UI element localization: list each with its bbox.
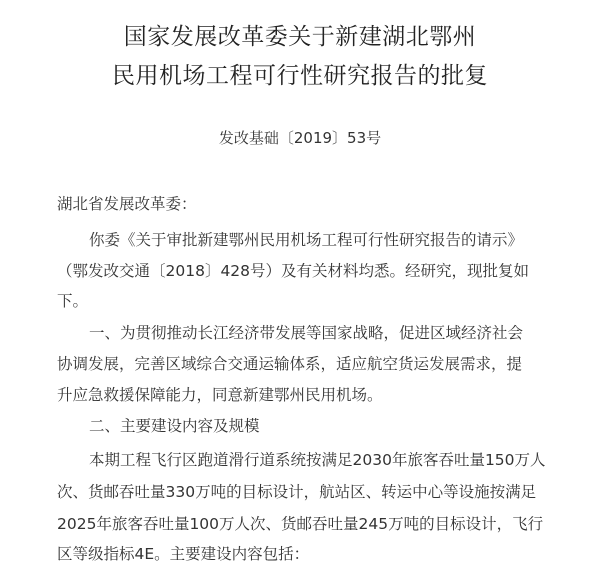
paragraph-line: 次、货邮吞吐量330万吨的目标设计，航站区、转运中心等设施按满足 [57,483,537,501]
paragraph-line: 区等级指标4E。主要建设内容包括： [57,545,310,563]
section-heading: 二、主要建设内容及规模 [89,417,260,435]
paragraph-line: 升应急救援保障能力，同意新建鄂州民用机场。 [57,386,383,404]
document-title-line-2: 民用机场工程可行性研究报告的批复 [112,63,488,89]
paragraph-line: （鄂发改交通〔2018〕428号）及有关材料均悉。经研究，现批复如 [57,262,530,280]
document-title-line-1: 国家发展改革委关于新建湖北鄂州 [123,24,477,50]
paragraph-line: 一、为贯彻推动长江经济带发展等国家战略，促进区域经济社会 [89,324,524,342]
paragraph-line: 下。 [57,292,89,310]
document-number: 发改基础〔2019〕53号 [218,129,382,147]
paragraph-line: 2025年旅客吞吐量100万人次、货邮吞吐量245万吨的目标设计，飞行 [57,515,544,533]
paragraph-line: 协调发展，完善区域综合交通运输体系，适应航空货运发展需求，提 [57,355,523,373]
paragraph-line: 你委《关于审批新建鄂州民用机场工程可行性研究报告的请示》 [89,231,524,249]
paragraph-line: 本期工程飞行区跑道滑行道系统按满足2030年旅客吞吐量150万人 [89,451,546,469]
salutation: 湖北省发展改革委： [57,195,197,213]
